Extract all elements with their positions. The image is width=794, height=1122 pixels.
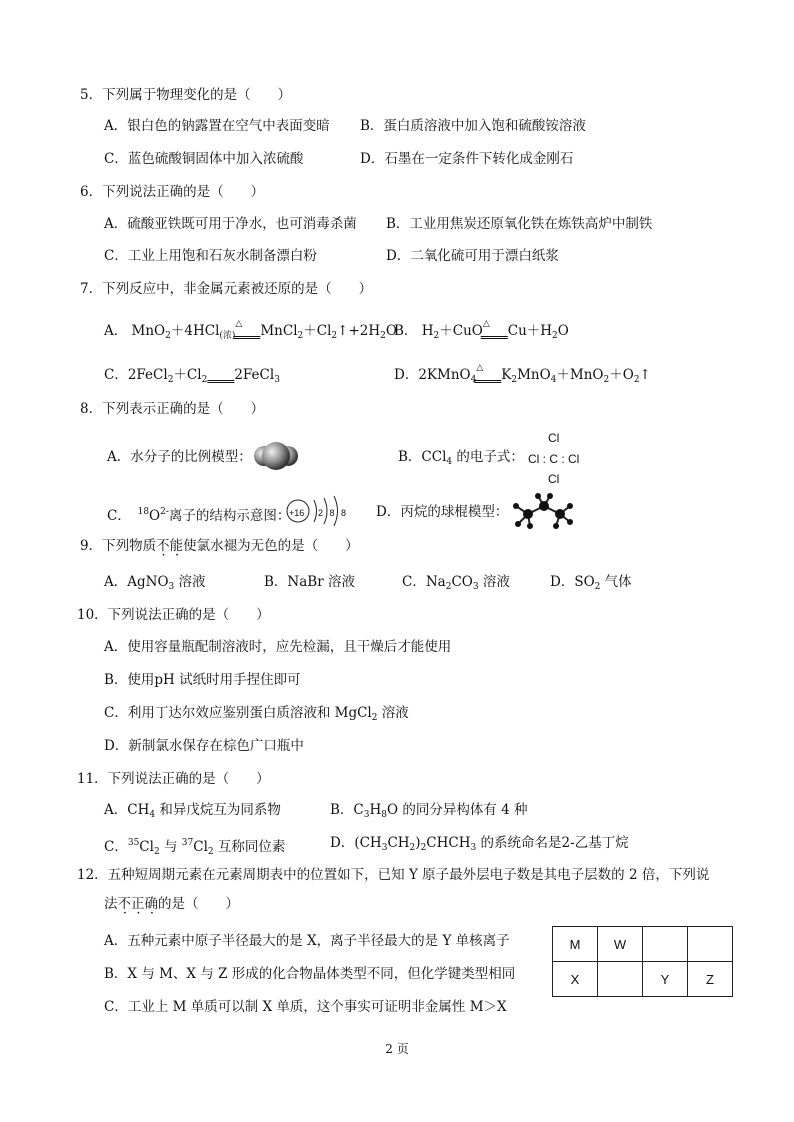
q6-option-b: B．工业用焦炭还原氧化铁在炼铁高炉中制铁	[386, 216, 653, 232]
q12-stem-line1: 12．五种短周期元素在元素周期表中的位置如下，已知 Y 原子最外层电子数是其电子层数的 2 倍，下列说	[77, 867, 710, 883]
q6-option-c: C．工业上用饱和石灰水制备漂白粉	[104, 248, 317, 264]
q6-option-a: A．硫酸亚铁既可用于净水，也可消毒杀菌	[104, 216, 357, 232]
propane-ball-stick-model	[508, 492, 576, 530]
q11-option-b: B．$C_3H_8O$ 的同分异构体有 4 种	[330, 802, 528, 820]
page-number: 2 页	[385, 1042, 409, 1056]
table-cell: X	[553, 962, 598, 997]
table-cell: M	[553, 927, 598, 962]
table-row	[553, 927, 733, 962]
table-cell: Z	[688, 962, 733, 997]
q7-stem: 7．下列反应中，非金属元素被还原的是（ ）	[80, 281, 373, 297]
q7-option-a: A． MnO$_2$＋4HCl$_{(浓)}$△ $MnCl_2+Cl_2↑+2H_2O$	[104, 319, 397, 341]
q10-option-c: C．利用丁达尔效应鉴别蛋白质溶液和 MgCl$_2$ 溶液	[104, 705, 409, 723]
nucleus-charge: +16	[289, 508, 305, 518]
q12-option-c: C．工业上 M 单质可以制 X 单质，这个事实可证明非金属性 M＞X	[104, 999, 507, 1015]
q12-stem-line2: 法不正确的是（ ）	[104, 896, 239, 912]
q10-option-a: A．使用容量瓶配制溶液时，应先检漏，且干燥后才能使用	[104, 639, 452, 655]
q5-option-b: B．蛋白质溶液中加入饱和硫酸铵溶液	[360, 118, 586, 134]
periodic-table-fragment	[552, 926, 733, 997]
q12-option-b: B．X 与 M、X 与 Z 形成的化合物晶体类型不同，但化学键类型相同	[104, 966, 516, 982]
ccl4-bottom-cl: Cl	[548, 472, 560, 486]
q7-option-c: C．$2FeCl_2+Cl_2$ 2FeCl$_3$	[104, 367, 280, 385]
q9-stem: 9．下列物质不能使氯水褪为无色的是（ ）	[80, 538, 359, 554]
q11-stem: 11．下列说法正确的是（ ）	[77, 771, 270, 787]
q5-option-a: A．银白色的钠露置在空气中表面变暗	[104, 118, 330, 134]
q8-option-d: D．丙烷的球棍模型：	[376, 504, 509, 520]
table-cell: W	[598, 927, 643, 962]
q8-option-c: C． $^{18}O^{2-}$离子的结构示意图：	[107, 507, 291, 524]
electron-shells: 2 8 8	[318, 508, 349, 518]
q9-option-d: D．$SO_2$ 气体	[550, 574, 632, 592]
ccl4-top-cl: Cl	[548, 431, 560, 445]
q6-stem: 6．下列说法正确的是（ ）	[80, 184, 265, 200]
q10-option-d: D．新制氯水保存在棕色广口瓶中	[104, 738, 304, 754]
q6-option-d: D．二氧化硫可用于漂白纸浆	[386, 248, 559, 264]
table-cell	[598, 962, 643, 997]
q10-option-b: B．使用pH 试纸时用手捏住即可	[104, 672, 301, 688]
q5-stem: 5．下列属于物理变化的是（ ）	[80, 87, 292, 103]
q12-option-a: A．五种元素中原子半径最大的是 X，离子半径最大的是 Y 单核离子	[104, 933, 510, 949]
water-molecule-model	[252, 438, 300, 474]
q5-option-c: C．蓝色硫酸铜固体中加入浓硫酸	[104, 151, 304, 167]
q11-option-a: A．$CH_4$ 和异戊烷互为同系物	[104, 802, 281, 820]
table-row	[553, 962, 733, 997]
q5-option-d: D．石墨在一定条件下转化成金刚石	[360, 151, 574, 167]
q11-option-c: C．$^{35}Cl_2$ 与 $^{37}Cl_2$ 互称同位素	[104, 838, 286, 857]
q7-option-d: D．2KMnO$_4$△ $K_2MnO_4+MnO_2+O_2↑$	[394, 363, 651, 385]
q9-option-a: A．AgNO$_3$ 溶液	[104, 574, 206, 592]
table-cell: Y	[643, 962, 688, 997]
table-cell	[643, 927, 688, 962]
q8-option-b: B．CCl$_4$ 的电子式：	[398, 449, 524, 467]
q9-option-b: B．NaBr 溶液	[264, 574, 355, 590]
q7-option-b: B． $H_2+CuO^\triangle$ $Cu+H_2O$	[394, 319, 569, 341]
q9-option-c: C．$Na_2CO_3$ 溶液	[402, 574, 510, 592]
q8-stem: 8．下列表示正确的是（ ）	[80, 401, 265, 417]
ccl4-middle-row: Cl : C : Cl	[528, 452, 580, 466]
q11-option-d: D．$(CH_3CH_2)_2CHCH_3$ 的系统命名是2-乙基丁烷	[330, 835, 629, 853]
q8-option-a: A．水分子的比例模型：	[107, 449, 252, 465]
table-cell	[688, 927, 733, 962]
q10-stem: 10．下列说法正确的是（ ）	[77, 607, 270, 623]
